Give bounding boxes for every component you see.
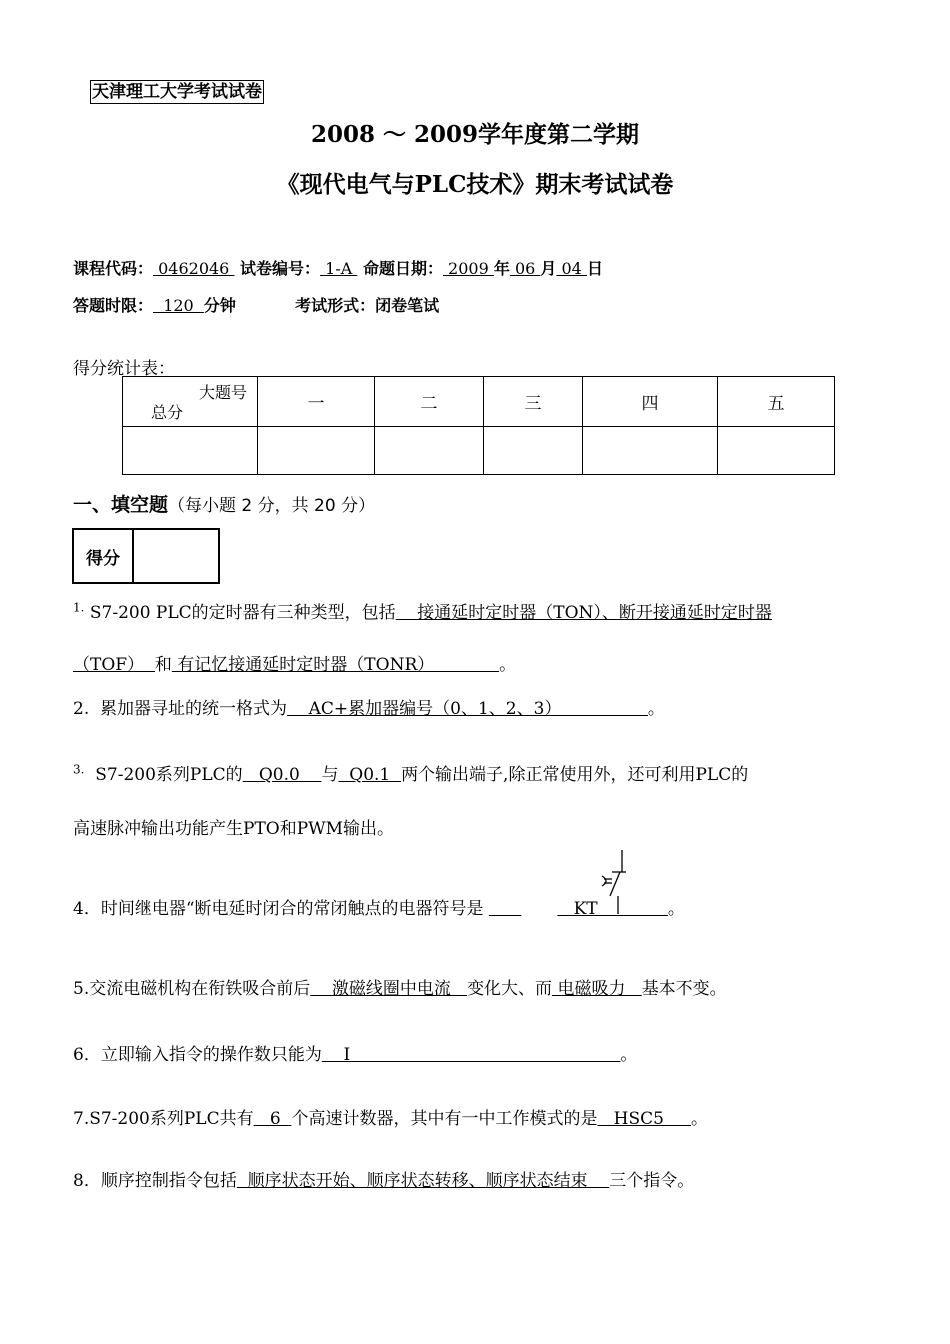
q3-text-with: 与 — [321, 765, 339, 785]
section1-note: （每小题 2 分，共 20 分） — [168, 496, 376, 516]
score-cell-2[interactable] — [375, 427, 484, 475]
score-cell-4[interactable] — [583, 427, 718, 475]
date-year-unit: 年 — [493, 259, 510, 278]
q1-answer-2: 有记忆接通延时定时器（TONR） — [171, 655, 500, 675]
q6-text: 6．立即输入指令的操作数只能为 — [73, 1045, 322, 1065]
score-table — [122, 376, 835, 475]
q5-text-b: 变化大、而 — [467, 979, 553, 999]
score-cell-3[interactable] — [484, 427, 583, 475]
date-day: 04 — [556, 259, 587, 278]
q6-end: 。 — [620, 1045, 638, 1065]
q1-answer-1-cont: （TOF） — [73, 655, 155, 675]
question-2 — [73, 694, 665, 719]
course-code-label: 课程代码： — [73, 259, 154, 278]
q1-answer-1: 接通延时定时器（TON）、断开接通延时定时器 — [395, 603, 772, 623]
header-bottom-label: 总分 — [151, 403, 184, 422]
q4-answer: KT — [557, 899, 668, 919]
score-col-5: 五 — [718, 377, 835, 427]
question-7 — [73, 1104, 708, 1129]
score-cell-5[interactable] — [718, 427, 835, 475]
date-month: 06 — [509, 259, 541, 278]
section1-title: 一、填空题 — [73, 494, 169, 516]
section1-score-box — [72, 528, 220, 584]
q5-text-c: 基本不变。 — [641, 979, 727, 999]
course-info-line — [73, 256, 603, 279]
q1-end: 。 — [499, 655, 517, 675]
question-1-line1 — [73, 598, 772, 623]
paper-no-value: 1-A — [320, 259, 358, 278]
question-5 — [73, 974, 727, 999]
q2-answer: AC+累加器编号（0、1、2、3） — [287, 699, 648, 719]
date-month-unit: 月 — [540, 259, 557, 278]
q2-end: 。 — [647, 699, 665, 719]
nc-delay-contact-symbol-icon — [596, 850, 632, 916]
q8-text-b: 三个指令。 — [609, 1171, 695, 1191]
q3-answer-2: Q0.1 — [338, 765, 402, 785]
time-info-line — [73, 293, 439, 316]
q7-answer-2: HSC5 — [597, 1109, 691, 1129]
score-table-header-cell — [123, 377, 258, 427]
score-cell-total[interactable] — [123, 427, 258, 475]
question-4 — [73, 894, 685, 919]
q1-text-a: S7-200 PLC的定时器有三种类型，包括 — [84, 603, 396, 623]
q3-text-b: 两个输出端子,除正常使用外，还可利用PLC的 — [401, 765, 749, 785]
q1-text-and: 和 — [154, 655, 172, 675]
term-title: 2008 ～ 2009学年度第二学期 — [310, 121, 640, 148]
course-code-value: 0462046 — [153, 259, 235, 278]
q8-answer: 顺序状态开始、顺序状态转移、顺序状态结束 — [236, 1171, 610, 1191]
q4-end: 。 — [667, 899, 685, 919]
score-cell-1[interactable] — [258, 427, 375, 475]
time-unit: 分钟 — [203, 296, 236, 315]
paper-no-label: 试卷编号： — [240, 259, 321, 278]
q5-answer-1: 激磁线圈中电流 — [310, 979, 468, 999]
date-day-unit: 日 — [586, 259, 603, 278]
date-label: 命题日期： — [362, 259, 443, 278]
header-top-label: 大题号 — [198, 383, 247, 402]
score-col-4: 四 — [583, 377, 718, 427]
q7-end: 。 — [690, 1109, 708, 1129]
q2-text: 2. 累加器寻址的统一格式为 — [73, 699, 288, 719]
q4-text: 4．时间继电器“断电延时闭合的常闭触点的电器符号是 — [73, 899, 484, 919]
q3-text-a: S7-200系列PLC的 — [84, 765, 243, 785]
q6-answer: I — [321, 1045, 621, 1065]
score-input-cell[interactable] — [133, 529, 219, 583]
question-6 — [73, 1040, 637, 1065]
exam-form: 考试形式：闭卷笔试 — [295, 296, 440, 315]
q5-answer-2: 电磁吸力 — [552, 979, 642, 999]
q8-text-a: 8．顺序控制指令包括 — [73, 1171, 237, 1191]
score-label: 得分 — [73, 529, 133, 583]
score-col-2: 二 — [375, 377, 484, 427]
score-table-caption: 得分统计表： — [73, 359, 175, 379]
q3-answer-1: Q0.0 — [242, 765, 322, 785]
q5-text-a: 5.交流电磁机构在衔铁吸合前后 — [73, 979, 311, 999]
q1-number: 1. — [73, 600, 85, 615]
q7-text-b: 个高速计数器，其中有一中工作模式的是 — [291, 1109, 598, 1129]
score-col-1: 一 — [258, 377, 375, 427]
question-1-line2 — [73, 650, 516, 675]
q4-blank — [489, 899, 521, 919]
section1-heading — [73, 490, 375, 517]
question-3-line2: 高速脉冲输出功能产生PTO和PWM输出。 — [73, 819, 395, 839]
q7-answer-1: 6 — [253, 1109, 292, 1129]
exam-title: 《现代电气与PLC技术》期末考试试卷 — [276, 171, 674, 198]
time-value: 120 — [153, 296, 204, 315]
question-3-line1 — [73, 760, 748, 785]
q7-text-a: 7.S7-200系列PLC共有 — [73, 1109, 254, 1129]
date-year: 2009 — [442, 259, 494, 278]
score-col-3: 三 — [484, 377, 583, 427]
university-label: 天津理工大学考试试卷 — [92, 82, 262, 102]
time-label: 答题时限： — [73, 296, 154, 315]
q3-number: 3. — [73, 762, 85, 777]
question-8 — [73, 1166, 694, 1191]
